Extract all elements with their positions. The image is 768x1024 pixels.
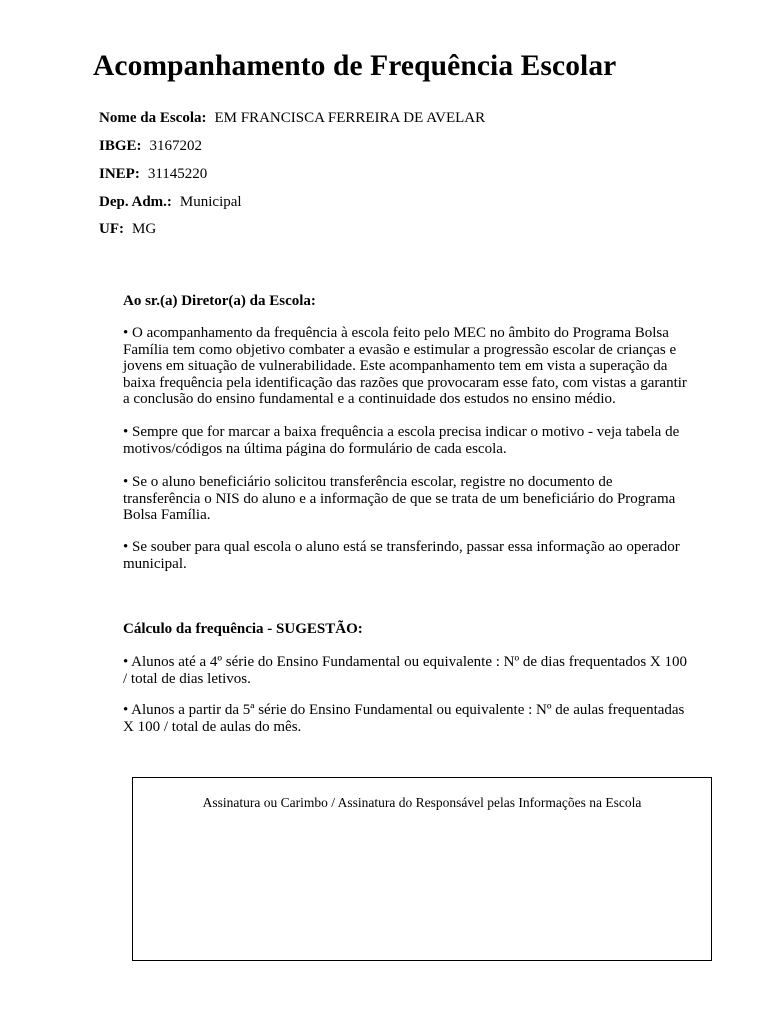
uf-value: MG (132, 221, 157, 237)
director-paragraph-4 (123, 539, 713, 572)
paragraph-line: • Se o aluno beneficiário solicitou transferência escolar, registre no documento de (123, 474, 613, 490)
paragraph-line: Bolsa Família. (123, 507, 211, 524)
calc-heading: Cálculo da frequência - SUGESTÃO: (123, 621, 363, 637)
paragraph-line: municipal. (123, 555, 187, 572)
paragraph-line: jovens em situação de vulnerabilidade. Este acompanhamento tem em vista a superação da (123, 358, 668, 375)
paragraph-line: X 100 / total de aulas do mês. (123, 718, 302, 735)
dep-adm-value: Municipal (179, 194, 242, 210)
dep-adm-label: Dep. Adm.: (99, 194, 172, 210)
paragraph-line: • Alunos até a 4º série do Ensino Fundamental ou equivalente : Nº de dias frequentados X 100 (123, 654, 688, 670)
paragraph-line: • O acompanhamento da frequência à escola feito pelo MEC no âmbito do Programa Bolsa (123, 325, 669, 341)
signature-label: Assinatura ou Carimbo / Assinatura do Responsável pelas Informações na Escola (202, 795, 642, 810)
director-paragraph-2 (123, 424, 713, 457)
paragraph-line: a conclusão do ensino fundamental e a continuidade dos estudos no ensino médio. (123, 391, 616, 408)
dep-adm-row (99, 194, 242, 211)
paragraph-line: motivos/códigos na última página do formulário de cada escola. (123, 440, 507, 457)
paragraph-line: / total de dias letivos. (123, 670, 251, 687)
calc-paragraph-1 (123, 654, 713, 687)
signature-box (132, 777, 712, 961)
director-heading: Ao sr.(a) Diretor(a) da Escola: (123, 293, 316, 309)
ibge-row (99, 138, 202, 155)
uf-label: UF: (99, 221, 124, 237)
paragraph-line: baixa frequência pela identificação das razões que provocaram esse fato, com vistas a garantir (123, 374, 687, 391)
paragraph-line: • Sempre que for marcar a baixa frequência a escola precisa indicar o motivo - veja tabela de (123, 424, 680, 440)
paragraph-line: transferência o NIS do aluno e a informação de que se trata de um beneficiário do Programa (123, 490, 676, 507)
ibge-label: IBGE: (99, 138, 142, 154)
document-title: Acompanhamento de Frequência Escolar (93, 50, 617, 82)
inep-value: 31145220 (147, 166, 208, 182)
uf-row (99, 221, 156, 238)
director-paragraph-1 (123, 325, 713, 408)
paragraph-line: • Alunos a partir da 5ª série do Ensino Fundamental ou equivalente : Nº de aulas frequentadas (123, 702, 685, 718)
school-name-row (99, 110, 485, 127)
ibge-value: 3167202 (149, 138, 203, 154)
school-name-label: Nome da Escola: (99, 110, 207, 126)
paragraph-line: Família tem como objetivo combater a evasão e estimular a progressão escolar de crianças e (123, 341, 677, 358)
paragraph-line: • Se souber para qual escola o aluno está se transferindo, passar essa informação ao operador (123, 539, 680, 555)
school-name-value: EM FRANCISCA FERREIRA DE AVELAR (214, 110, 486, 126)
inep-row (99, 166, 207, 183)
calc-paragraph-2 (123, 702, 713, 735)
inep-label: INEP: (99, 166, 140, 182)
director-paragraph-3 (123, 474, 713, 524)
